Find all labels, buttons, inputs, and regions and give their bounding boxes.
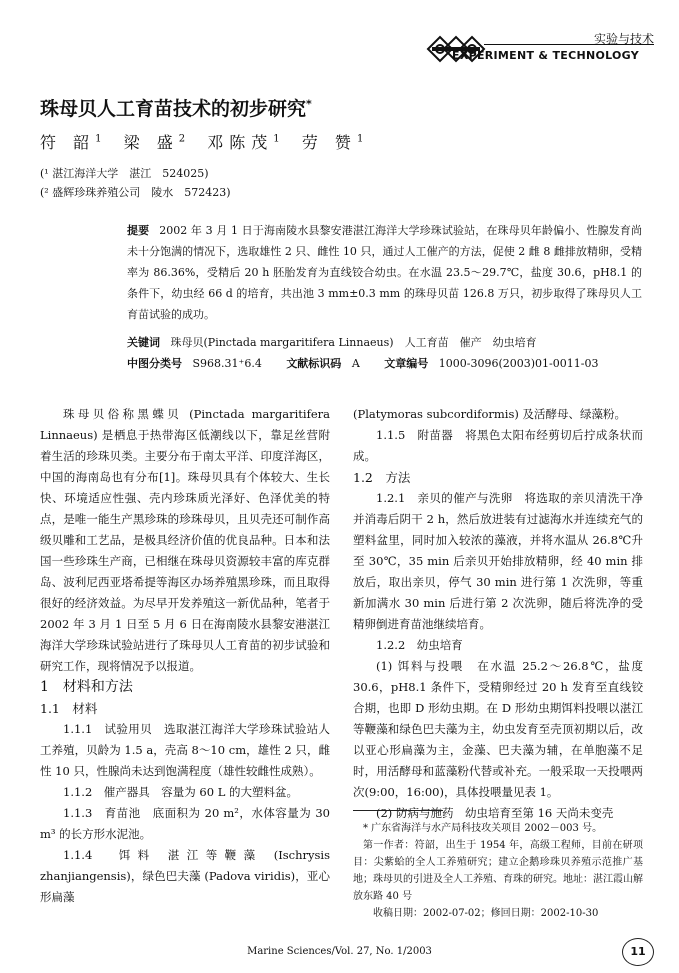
abstract-text: 2002 年 3 月 1 日于海南陵水县黎安港湛江海洋大学珍珠试验站，在珠母贝年龄偏小、性腺发育尚未十分饱满的情况下，选取雄性 2 只、雌性 10 只，通过人工催产的方法，促使 2 雌 8 雌排放精卵，受精率为 86.36%，受精后 20 h 胚胎发育为直线铰合幼虫。在水温 23.5～29.7℃，盐度 30.6，pH8.1 的条件下，幼虫经 66 d 的培育，共出池 3 mm±0.3 mm 的珠母贝苗 126.8 万只，初步取得了珠母贝人工育苗试验的成功。 [127,224,643,321]
clc-label: 中图分类号 [127,357,182,370]
author-name: 符 韶 [40,133,96,152]
author-affiliation-mark: 1 [356,133,364,145]
keywords-text: 珠母贝(Pinctada margaritifera Linnaeus) 人工育苗 催产 幼虫培育 [170,336,537,349]
body-paragraph: 1.2.2 幼虫培育 [376,638,463,652]
page-number: 11 [622,938,654,966]
abstract-label: 提要 [127,224,150,237]
body-paragraph: 1.2.1 亲贝的催产与洗卵 将选取的亲贝清洗干净并消毒后阴干 2 h，然后放进装有过滤海水并连续充气的塑料盆里，同时加入较浓的藻液，并将水温从 26.8℃升至 30℃，35 min 后亲贝开始排放精卵，经 40 min 排放后，取出亲贝，停气 30 min 进行第 1 次洗卵，等重新加满水 30 min 后进行第 2 次洗卵，随后将洗净的受精卵倒进育苗池继续培育。 [353,491,643,631]
clc-value: S968.31⁺6.4 [192,357,262,370]
affiliation: (² 盛辉珍珠养殖公司 陵水 572423) [40,186,231,199]
section-heading: 1 材料和方法 [40,679,133,695]
article-no-value: 1000-3096(2003)01-0011-03 [438,357,599,370]
abstract [127,220,642,325]
author-affiliation-mark: 1 [95,133,102,145]
body-paragraph: 1.1.3 育苗池 底面积为 20 m²，水体容量为 30 m³ 的长方形水泥池。 [40,806,330,841]
body-paragraph: (2) 防病与施药 幼虫培育至第 16 天尚未变壳 [376,806,614,820]
footnote: * 广东省海洋与水产局科技攻关项目 2002－003 号。 [363,823,603,834]
footnote: 第一作者：符韶，出生于 1954 年，高级工程师，目前在研项目：尖紫蛤的全人工养殖研究；建立企鹅珍珠贝养殖示范推广基地；珠母贝的引进及全人工养殖、育珠的研究。地址：湛江霞山解放东路 40 号 [353,840,643,902]
title-footnote-mark: * [306,97,312,111]
footnote: 收稿日期：2002-07-02；修回日期：2002-10-30 [373,908,599,919]
subsection-heading: 1.2 方法 [353,470,411,485]
journal-footer: Marine Sciences/Vol. 27, No. 1/2003 [247,946,432,957]
author-affiliation-mark: 1 [273,133,280,145]
author-name: 邓陈茂 [207,133,274,152]
footnote-rule [353,810,443,811]
doc-code-value: A [351,357,360,370]
author-affiliation-mark: 2 [178,133,186,145]
body-paragraph: 1.1.1 试验用贝 选取湛江海洋大学珍珠试验站人工养殖，贝龄为 1.5 a，壳高 8～10 cm，雄性 2 只，雌性 10 只，性腺尚未达到饱满程度（雄性较雌性成熟）。 [40,722,330,778]
author-name: 劳 赞 [301,133,357,152]
subsection-heading: 1.1 材料 [40,701,98,716]
left-column [40,404,330,908]
body-paragraph: 1.1.5 附苗器 将黑色太阳布经剪切后拧成条状而成。 [353,428,643,463]
article-title [40,94,312,121]
section-name-en: EXPERIMENT & TECHNOLOGY [452,49,640,62]
intro-paragraph: 珠母贝俗称黑蝶贝 (Pinctada margaritifera Linnaeus) 是栖息于热带海区低潮线以下，靠足丝营附着生活的珍珠贝类。主要分布于南太平洋、印度洋海区，中国的海南岛也有分布[1]。珠母贝具有个体较大、生长快、环境适应性强、壳内珍珠质光泽好、色泽优美的特点，是唯一能生产黑珍珠的珍珠母贝，且贝壳还可制作高级贝雕和工艺品，是极具经济价值的优良品种。日本和法国一些珍珠生产商，已相继在珠母贝资源较丰富的库克群岛、波利尼西亚塔希提等海区办场养殖黑珍珠，而且取得很好的经济效益。为尽早开发养殖这一新优品种，笔者于 2002 年 3 月 1 日至 5 月 6 日在海南陵水县黎安港湛江海洋大学珍珠试验站进行了珠母贝人工育苗的初步试验和研究工作，现将情况予以报道。 [40,407,330,673]
author-list [40,130,363,153]
body-paragraph: (1) 饵料与投喂 在水温 25.2～26.8℃，盐度 30.6，pH8.1 条件下，受精卵经过 20 h 发育至直线铰合期，也即 D 形幼虫期。在 D 形幼虫期饵料投喂以湛江等鞭藻和绿色巴夫藻为主，幼虫发育至壳顶初期以后，改以亚心形扁藻为主，金藻、巴夫藻为辅，在单胞藻不足时，用活酵母和蓝藻粉代替或补充。一般采取一天投喂两次(9:00，16:00)，具体投喂量见表 1。 [353,659,643,799]
keywords-label: 关键词 [127,336,160,349]
author-name: 梁 盛 [123,133,179,152]
body-paragraph: (Platymoras subcordiformis) 及活酵母、绿藻粉。 [353,407,626,421]
classification-line [127,355,598,371]
affiliation: (¹ 湛江海洋大学 湛江 524025) [40,167,209,180]
article-no-label: 文章编号 [384,357,429,370]
article-title-text: 珠母贝人工育苗技术的初步研究 [40,98,307,120]
right-column [353,404,643,824]
section-name-cn: 实验与技术 [593,32,654,46]
body-paragraph: 1.1.4 饵料 湛江等鞭藻 (Ischrysis zhanjiangensis)，绿色巴夫藻 (Padova viridis)，亚心形扁藻 [40,848,330,904]
footnotes [353,820,643,922]
doc-code-label: 文献标识码 [286,357,342,370]
body-paragraph: 1.1.2 催产器具 容量为 60 L 的大塑料盆。 [63,785,298,799]
keywords [127,334,537,350]
